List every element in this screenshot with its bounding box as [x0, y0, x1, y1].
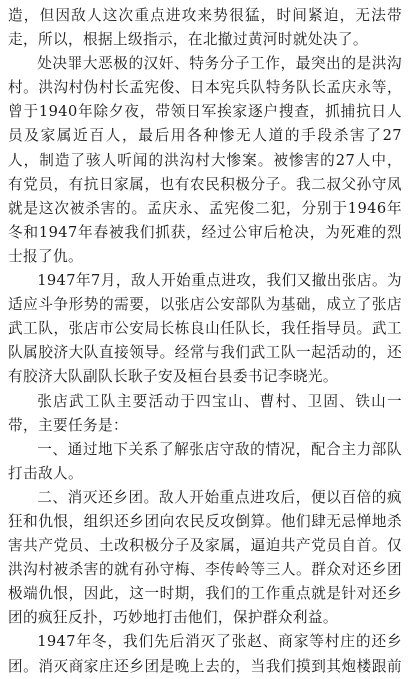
paragraph-7: 1947年冬，我们先后消灭了张赵、商家等村庄的还乡团。消灭商家庄还乡团是晚上去的，当我们摸到其炮楼跟前 — [8, 633, 402, 675]
paragraph-6: 二、消灭还乡团。敌人开始重点进攻后，便以百倍的疯狂和仇恨，组织还乡团向农民反攻倒算。他们肆无忌惮地杀害共产党员、土改积极分子及家属，逼迫共产党员自首。仅洪沟村被杀害的就有孙守梅、李传岭等三人。群众对还乡团极端仇恨，因此，这一时期，我们的工作重点就是针对还乡团的疯狂反扑，巧妙地打击他们，保护群众利益。 — [8, 488, 402, 627]
paragraph-4: 张店武工队主要活动于四宝山、曹村、卫固、铁山一带，主要任务是： — [8, 392, 402, 434]
paragraph-3: 1947年7月，敌人开始重点进攻，我们又撤出张店。为适应斗争形势的需要，以张店公安部队为基础，成立了张店武工队，张店市公安局长栋良山任队长，我任指导员。武工队属胶济大队直接领导。经常与我们武工队一起活动的，还有胶济大队副队长耿子安及桓台县委书记李晓光。 — [8, 272, 402, 386]
paragraph-5: 一、通过地下关系了解张店守敌的情况，配合主力部队打击敌人。 — [8, 440, 402, 482]
paragraph-2: 处决罪大恶极的汉奸、特务分子工作，最突出的是洪沟村。洪沟村伪村长孟宪俊、日本宪兵队特务队长孟庆永等，曾于1940年除夕夜，带领日军挨家逐户搜查，抓捕抗日人员及家属近百人，最后用各种惨无人道的手段杀害了27人，制造了骇人听闻的洪沟村大惨案。被惨害的27人中，有党员，有抗日家属，也有农民积极分子。我二叔父孙守凤就是这次被杀害的。孟庆永、孟宪俊二犯，分别于1946年冬和1947年春被我们抓获，经过公审后枪决，为死难的烈士报了仇。 — [8, 55, 402, 265]
paragraph-1: 造，但因敌人这次重点进攻来势很猛，时间紧迫，无法带走，所以，根据上级指示，在北撤过黄河时就处决了。 — [8, 7, 402, 49]
